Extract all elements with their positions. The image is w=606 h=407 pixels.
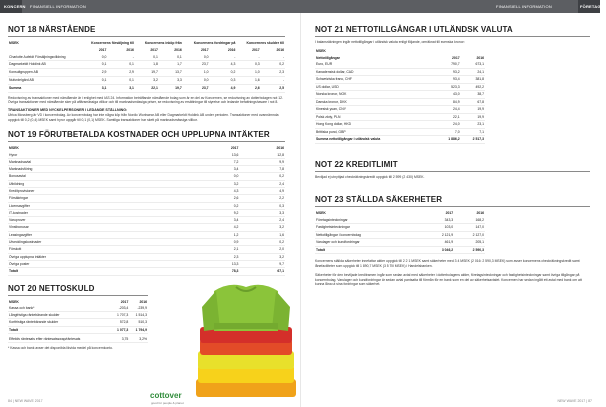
- table-row: Hyror 13,6 12,8: [9, 152, 284, 157]
- sweater-stack-image: [194, 281, 298, 401]
- table-row: Nufurdelgärd AB 0,1 0,1 3,2 3,3 0,0 0,3 1,6 -: [8, 76, 285, 84]
- table-row: Kanadensisk dollar, CAD 93,2 24,1: [316, 69, 484, 74]
- table-row: Kortfristiga räntebärande skulder 572,8 510,3: [9, 320, 147, 325]
- table-row: Övriga upplupna intäkter 2,3 3,2: [9, 254, 284, 259]
- note22-title: NOT 22 KREDITLIMIT: [315, 159, 398, 169]
- note22-text: Beviljad ej utnyttjad checkräkningskredit uppgick till 2 599 (2 430) MSEK.: [315, 174, 425, 179]
- table-row: Danska kronor, DKK 84,9 67,8: [316, 99, 484, 104]
- note19-title: NOT 19 FÖRUTBETALDA KOSTNADER OCH UPPLUPNA INTÄKTER: [8, 130, 270, 140]
- table-row: Företagsinteckningar 343,3 168,2: [316, 217, 484, 222]
- note23-paragraph: Koncernens ställda säkerheter innefattar aktier uppgick till 2 2 1 MSEK samt säkerheter med 3 4 MSEK (2 016: 2 590,3 MSEK) som avser koncernens checkräkningskredit samt lånefaciliteter som uppgick till 1 890,7 MSEK (3 5 Till MSEK) i Handelsbanken.: [315, 259, 580, 268]
- table-row: Långfristiga räntebärande skulder 1 707,3 1 514,3: [9, 313, 147, 318]
- table-row-total: Totalt 3 046,2 2 590,3: [316, 247, 484, 252]
- top-header-bar: [0, 0, 606, 13]
- note18-title: NOT 18 NÄRSTÅENDE: [8, 25, 96, 34]
- note23-paragraph-2: Säkerheter för den beviljade kreditramen ingår som sedan avtal med säkerheter i dotterbolagens aktier, företagsinteckningar och fastighetsinteckningar samt övriga tillgångar på koncernbolag. Varulager och kundfordringar är sedan avtal pantsatta till förmån för en bank som en del av säkerhetsavtalet. Koncernen har sedan ingått ett avtal med bank om att kunna låna ut sina fordringar som säkerhet.: [315, 273, 582, 286]
- table-row: Licensavgifter 0,2 0,3: [9, 203, 284, 208]
- cottover-logo: cottover: [150, 391, 182, 400]
- table-row: IT-kostnader 9,2 3,3: [9, 210, 284, 215]
- table-row: Kinesisk yuan, CNY 24,4 19,9: [316, 107, 484, 112]
- note20-footnote: * Kassa och bank avser det disponibla likvida medel på koncernkonto.: [8, 346, 113, 351]
- table-row: Norska kronor, NOK 43,0 38,7: [316, 92, 484, 97]
- note18-subtitle: TRANSAKTIONER MED NYCKELPERSONER I LEDANDE STÄLLNING:: [8, 108, 128, 113]
- table-row: Övriga poster 13,3 9,7: [9, 261, 284, 266]
- note21-table: MSEK Nettotillgångar 2017 2016 Euro, EUR 790,7 673,1 Kanadensisk dollar, CAD 93,2 24,1 Schweiziska franc, CHF 93,4 381,8 US dollar, USD 523,3 492,2 Norska kronor, NOK 43,0 38,7 Danska kronor, DKK 84,9 67,8 Kinesisk yuan, CNY 24,4 19,9 Polsk zloty, PLN 22,1 19,9 Hong Kong dollar, HKD 24,0 23,1 Brittiska pund, GBP 7,0 7,1 Summa nettotillgångar i utländsk valuta 1 886,2 2 517,3: [316, 49, 484, 142]
- table-row: Marknadsavtal 7,2 9,9: [9, 159, 284, 164]
- note19-table: MSEK 2017 2016 Hyror 13,6 12,8 Marknadsavtal 7,2 9,9 Marknadsföring 3,4 7,8 Bonusavtal 0,0 0,2 Utbildning 3,2 2,4 Kreditprovisioner 4,3 4,9 Försäkringar 2,6 2,2 Licensavgifter 0,2 0,3 IT-kostnader 9,2 3,3 Varuprover 3,4 2,4 Vinstbonusar 4,2 3,2 Leasingavgifter 1,2 1,6 Utvecklingskostnader 0,9 0,2 Förskott 2,1 2,0 Övriga upplupna intäkter 2,3 3,2 Övriga poster 13,3 9,7 Totalt 78,3 67,1: [9, 146, 284, 274]
- table-row-total: Totalt 1 077,3 1 794,9: [9, 327, 147, 332]
- note18-table: MSEK Koncernens försäljning till Koncernens inköp från Koncernens fordringar på Koncernens skulder till 2017 2016 2017 2016 2017 2016 2017 2016 Charlotte Aufeldt Försäljningsvilldning 0,0 - 0,1 0,1 0,0 - - - Dagmarkeldt Holdink AB 0,1 0,1 1,8 1,7 23,7 4,3 0,3 0,2 Konsultgruppen AB 2,9 2,9 19,7 13,7 1,0 0,2 1,0 2,3 Nufurdelgärd AB 0,1 0,1 3,2 3,3 0,0 0,3 1,6 - Summa 3,1 3,1 22,1 19,7 23,7 4,9 2,6 2,5: [8, 40, 285, 93]
- table-row: Brittiska pund, GBP 7,0 7,1: [316, 129, 484, 134]
- note18-paragraph-2: Ulrica Mossberg är VD i koncernbolag. Av koncernbolag har inte några köp från Nordic Workwear AB eller Dagmarkeldt Holdink AB under perioden. Transaktioner med ovannämnda uppgick till 0,2 (0,4) MSEK samt hyror uppgår till 0,1 (0,1) MSEK. Samtliga transaktioner har skett på marknadsmässiga villkor.: [8, 113, 279, 122]
- table-row: Effektiv räntesats efter räntesatsswap/räntesats 3,75 3,2%: [8, 334, 148, 343]
- table-row: Dagmarkeldt Holdink AB 0,1 0,1 1,8 1,7 23,7 4,3 0,3 0,2: [8, 61, 285, 69]
- note23-title: NOT 23 STÄLLDA SÄKERHETER: [315, 195, 443, 205]
- note18-paragraph: Redovisning av transaktioner med närstående är i enlighet med IAS 24. Information beträffande närstående bolag som är en del av Koncernen, se redovisning av dotterbolagen not 12. Övriga transaktioner med närstående sker på affärsmässiga villkor och till marknadsmässiga priser, se redovisning av ersättningar till styrelse och ledande befattningshavare i not 8.: [8, 95, 283, 104]
- table-row: Vinstbonusar 4,2 3,2: [9, 225, 284, 230]
- table-row-total: Totalt 78,3 67,1: [9, 269, 284, 274]
- table-row: Euro, EUR 790,7 673,1: [316, 62, 484, 67]
- table-row: Kassa och bank* -203,4 -239,9: [9, 305, 147, 310]
- note20-title: NOT 20 NETTOSKULD: [8, 283, 95, 293]
- table-row: Kreditprovisioner 4,3 4,9: [9, 188, 284, 193]
- table-row-total: Summa nettotillgångar i utländsk valuta 1 886,2 2 517,3: [316, 137, 484, 142]
- right-header-label: FINANSIELL INFORMATION: [496, 4, 552, 9]
- table-row: Bonusavtal 0,0 0,2: [9, 174, 284, 179]
- table-row: Hong Kong dollar, HKD 24,0 23,1: [316, 122, 484, 127]
- right-section-label: FÖRETAGET: [580, 4, 606, 9]
- table-row: Schweiziska franc, CHF 93,4 381,8: [316, 77, 484, 82]
- cottover-tagline: good for people & planet: [151, 401, 184, 405]
- table-row: Utvecklingskostnader 0,9 0,2: [9, 240, 284, 245]
- right-page: [301, 13, 600, 407]
- table-row: Utbildning 3,2 2,4: [9, 181, 284, 186]
- table-row: Försäkringar 2,6 2,2: [9, 196, 284, 201]
- note20-table: MSEK 2017 2016 Kassa och bank* -203,4 -239,9 Långfristiga räntebärande skulder 1 707,3 1 514,3 Kortfristiga räntebärande skulder 572,8 510,3 Totalt 1 077,3 1 794,9 Effektiv räntesats efter räntesatsswap/räntesats 3,75 3,2%: [9, 299, 147, 342]
- left-page: [0, 13, 301, 407]
- table-row: Varuprover 3,4 2,4: [9, 218, 284, 223]
- table-row: Förskott 2,1 2,0: [9, 247, 284, 252]
- table-row: US dollar, USD 523,3 492,2: [316, 84, 484, 89]
- table-row: Konsultgruppen AB 2,9 2,9 19,7 13,7 1,0 0,2 1,0 2,3: [8, 69, 285, 77]
- table-row-total: Summa 3,1 3,1 22,1 19,7 23,7 4,9 2,6 2,5: [8, 84, 285, 92]
- right-page-content: [315, 25, 590, 286]
- note21-intro: I balansräkningen ingår nettotillgångar i utländsk valuta enligt följande, omräknat till svenska kronor:: [315, 40, 465, 44]
- left-section-label: KONCERN: [4, 4, 26, 9]
- table-row: Fastighetsinteckningar 103,0 147,0: [316, 225, 484, 230]
- table-row: Charlotte Aufeldt Försäljningsvilldning 0,0 - 0,1 0,1 0,0 - - -: [8, 54, 285, 61]
- left-header-label: FINANSIELL INFORMATION: [30, 4, 86, 9]
- table-row: Nettotillgångar i koncernbolag 2 121,9 2 127,0: [316, 232, 484, 237]
- note21-title: NOT 21 NETTOTILLGÅNGAR I UTLÄNDSK VALUTA: [315, 25, 513, 34]
- table-row: Marknadsföring 3,4 7,8: [9, 167, 284, 172]
- table-row: Leasingavgifter 1,2 1,6: [9, 232, 284, 237]
- table-row: Varulager och kundfordringar 461,9 205,1: [316, 240, 484, 245]
- left-page-number: 84 | NEW WAVE 2017: [8, 399, 43, 403]
- note23-table: MSEK 2017 2016 Företagsinteckningar 343,3 168,2 Fastighetsinteckningar 103,0 147,0 Nettotillgångar i koncernbolag 2 121,9 2 127,0 Varulager och kundfordringar 461,9 205,1 Totalt 3 046,2 2 590,3: [316, 211, 484, 252]
- table-row: Polsk zloty, PLN 22,1 19,9: [316, 114, 484, 119]
- right-page-number: NEW WAVE 2017 | 87: [557, 399, 592, 403]
